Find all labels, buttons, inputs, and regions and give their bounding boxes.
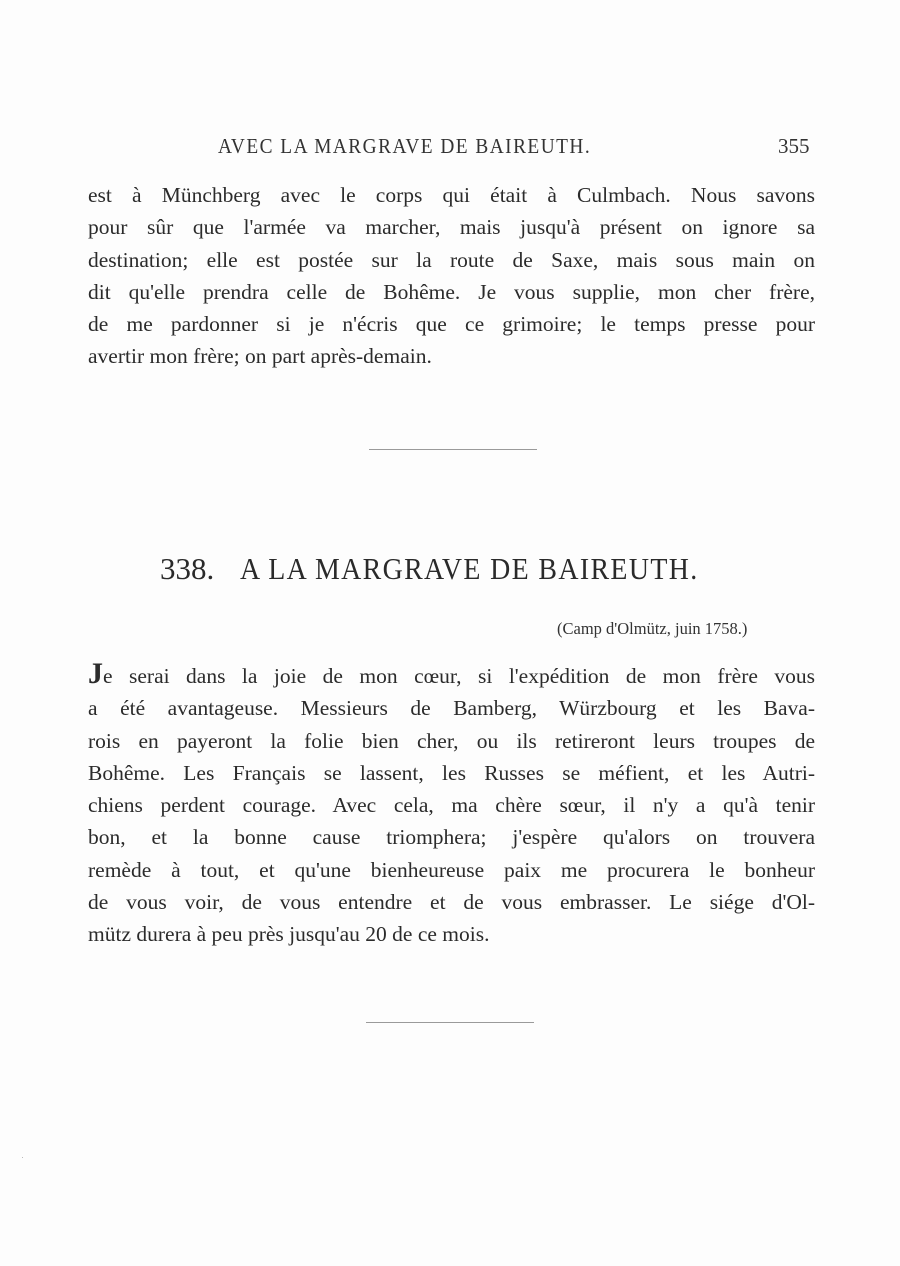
text-line: avertir mon frère; on part après-demain.: [88, 344, 432, 369]
letter-heading: [160, 551, 749, 587]
text-line: est à Münchberg avec le corps qui était à Culmbach. Nous savons: [88, 183, 815, 207]
text-line: pour sûr que l'armée va marcher, mais jusqu'à présent on ignore sa: [88, 215, 815, 240]
text-line: dit qu'elle prendra celle de Bohême. Je vous supplie, mon cher frère,: [88, 279, 815, 304]
text-line: [88, 657, 815, 692]
letter-body: [88, 657, 815, 951]
first-line-text: e serai dans la joie de mon cœur, si l'expédition de mon frère vous: [103, 664, 815, 688]
text-line: bon, et la bonne cause triomphera; j'espère qu'alors on trouvera: [88, 825, 815, 850]
text-line: mütz durera à peu près jusqu'au 20 de ce mois.: [88, 922, 490, 947]
text-line: chiens perdent courage. Avec cela, ma chère sœur, il n'y a qu'à tenir: [88, 793, 815, 818]
text-line: destination; elle est postée sur la route de Saxe, mais sous main on: [88, 247, 815, 272]
letter-dateline: (Camp d'Olmütz, juin 1758.): [557, 619, 748, 638]
text-line: remède à tout, et qu'une bienheureuse paix me procurera le bonheur: [88, 857, 815, 882]
text-line: Bohême. Les Français se lassent, les Russes se méfient, et les Autri-: [88, 760, 815, 785]
letter-title: A LA MARGRAVE DE BAIREUTH.: [240, 551, 699, 586]
running-head: [0, 134, 900, 164]
section-divider: [366, 1022, 534, 1023]
page-number: 355: [778, 134, 810, 158]
scan-speck: [22, 1157, 23, 1158]
letter-number: 338.: [160, 551, 215, 586]
text-line: de vous voir, de vous entendre et de vous embrasser. Le siége d'Ol-: [88, 890, 815, 915]
text-line: rois en payeront la folie bien cher, ou ils retireront leurs troupes de: [88, 728, 815, 753]
running-title: AVEC LA MARGRAVE DE BAIREUTH.: [218, 134, 592, 158]
text-line: de me pardonner si je n'écris que ce grimoire; le temps presse pour: [88, 312, 815, 337]
section-divider: [369, 449, 537, 450]
text-line: a été avantageuse. Messieurs de Bamberg, Würzbourg et les Bava-: [88, 696, 815, 721]
continuation-paragraph: [88, 179, 815, 373]
drop-cap: J: [88, 657, 103, 690]
